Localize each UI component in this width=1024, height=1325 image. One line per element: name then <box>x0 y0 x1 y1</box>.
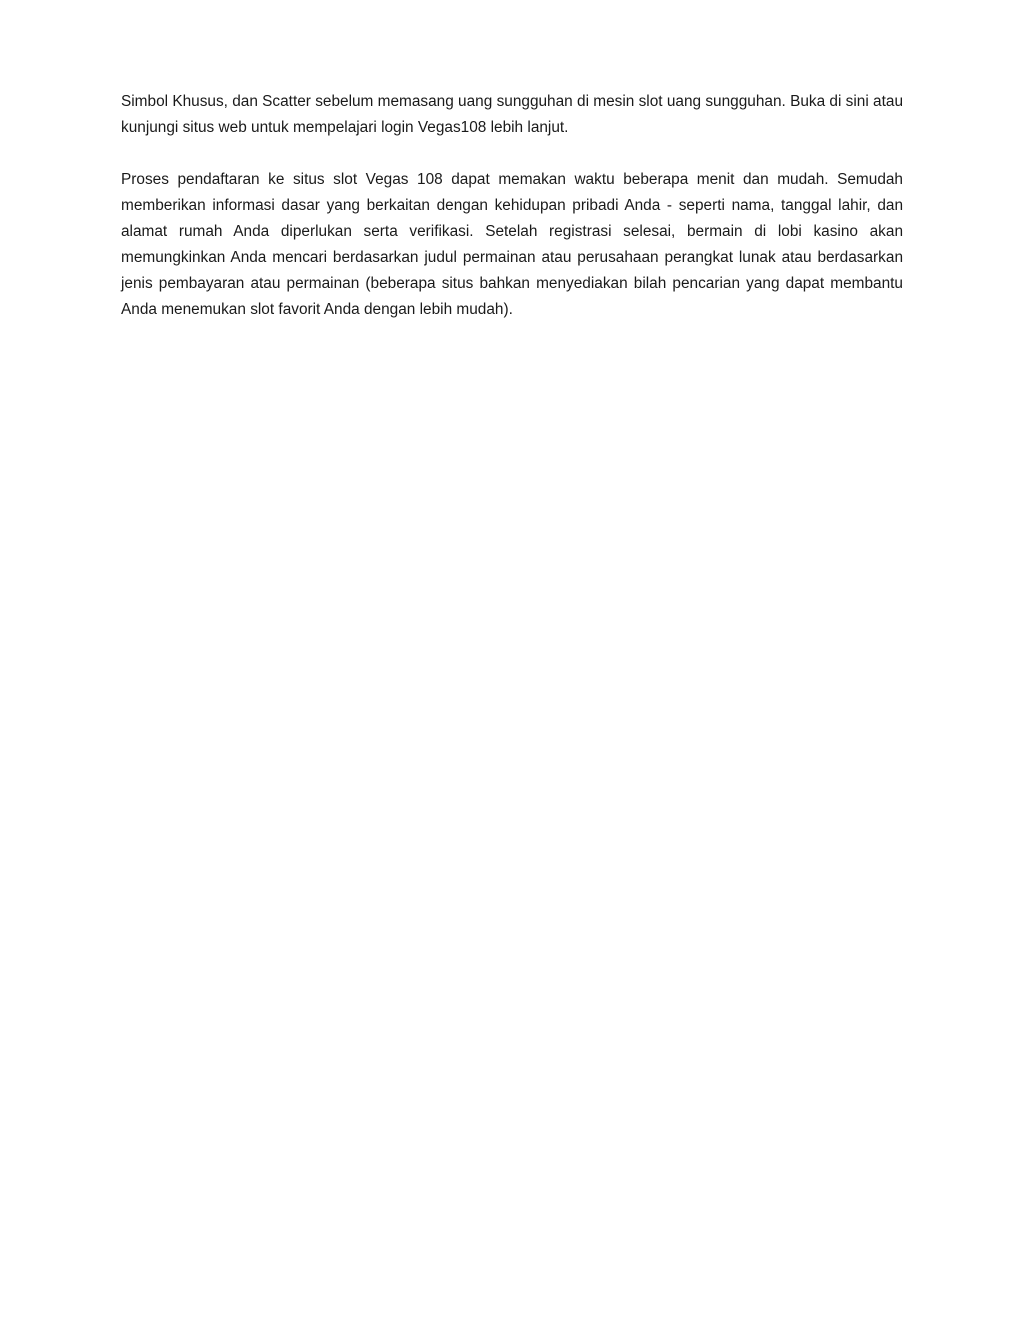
paragraph-1: Simbol Khusus, dan Scatter sebelum memasang uang sungguhan di mesin slot uang sungguhan. Buka di sini atau kunjungi situs web untuk mempelajari login Vegas108 lebih lanjut. <box>121 93 903 136</box>
paragraph-2: Proses pendaftaran ke situs slot Vegas 108 dapat memakan waktu beberapa menit dan mudah. Semudah memberikan informasi dasar yang berkaitan dengan kehidupan pribadi Anda - seperti nama, tanggal lahir, dan alamat rumah Anda diperlukan serta verifikasi. Setelah registrasi selesai, bermain di lobi kasino akan memungkinkan Anda mencari berdasarkan judul permainan atau perusahaan perangkat lunak atau berdasarkan jenis pembayaran atau permainan (beberapa situs bahkan menyediakan bilah pencarian yang dapat membantu Anda menemukan slot favorit Anda dengan lebih mudah). <box>121 171 903 318</box>
document-body <box>121 89 903 323</box>
